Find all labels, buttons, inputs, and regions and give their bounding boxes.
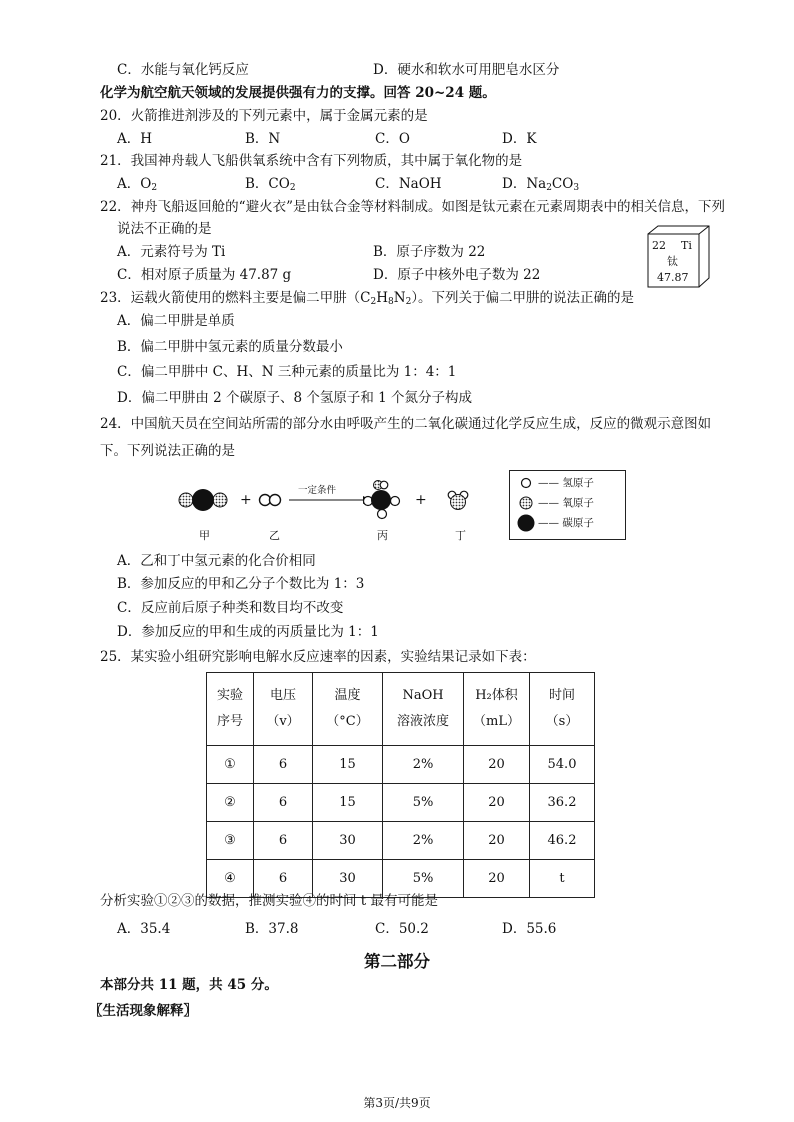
- q23-option-b: B．偏二甲肼中氢元素的质量分数最小: [117, 339, 343, 355]
- q25-option-c: C．50.2: [375, 921, 429, 937]
- tile-atomic-number: 22: [652, 239, 666, 252]
- q24-stem-line1: 24．中国航天员在空间站所需的部分水由呼吸产生的二氧化碳通过化学反应生成，反应的微观示意图如: [100, 416, 712, 432]
- molecule-yi-icon: [260, 495, 281, 506]
- legend-oxygen: —— 氧原子: [538, 497, 594, 509]
- table-cell: 15: [313, 746, 383, 784]
- tile-mass: 47.87: [657, 271, 689, 284]
- part-two-title: 第二部分: [364, 952, 430, 971]
- q23-option-a: A．偏二甲肼是单质: [117, 313, 235, 329]
- table-cell: 36.2: [530, 784, 595, 822]
- q22-option-d: D．原子中核外电子数为 22: [373, 267, 541, 283]
- carbon-atom-icon: [518, 515, 535, 532]
- table-cell: 6: [254, 784, 313, 822]
- header-cell-voltage: 电压 （v）: [254, 673, 313, 746]
- oxygen-atom-icon: [520, 497, 532, 509]
- q25-option-d: D．55.6: [502, 921, 557, 937]
- periodic-table-tile-titanium: [647, 225, 709, 287]
- q22-option-a: A．元素符号为 Ti: [117, 244, 226, 260]
- table-cell: 30: [313, 822, 383, 860]
- q20-option-b: B．N: [245, 131, 281, 147]
- table-cell: 20: [464, 860, 530, 898]
- legend-carbon: —— 碳原子: [538, 517, 594, 529]
- q24-option-c: C．反应前后原子种类和数目均不改变: [117, 600, 344, 616]
- table-row: [207, 822, 595, 860]
- q22-stem-line1: 22．神舟飞船返回舱的“避火衣”是由钛合金等材料制成。如图是钛元素在元素周期表中的相关信息，下列: [100, 199, 725, 215]
- label-jia: 甲: [199, 529, 210, 542]
- q20-option-c: C．O: [375, 131, 410, 147]
- table-cell: 2%: [383, 746, 464, 784]
- q21-option-b: B．$CO_2$: [245, 176, 296, 193]
- table-cell: 2%: [383, 822, 464, 860]
- q25-analysis: 分析实验①②③的数据，推测实验④的时间 t 最有可能是: [100, 893, 439, 909]
- q24-stem-line2: 下。下列说法正确的是: [100, 443, 235, 459]
- table-cell: 5%: [383, 784, 464, 822]
- header-cell-naoh: NaOH 溶液浓度: [383, 673, 464, 746]
- header-cell-h2-volume: H₂体积 （mL）: [464, 673, 530, 746]
- q24-option-d: D．参加反应的甲和生成的丙质量比为 1：1: [117, 624, 379, 640]
- table-cell: 20: [464, 822, 530, 860]
- label-ding: 丁: [455, 529, 466, 542]
- q24-option-b: B．参加反应的甲和乙分子个数比为 1：3: [117, 576, 365, 592]
- table-cell: ④: [207, 860, 254, 898]
- atom-legend: [509, 470, 626, 540]
- q21-option-c: C．NaOH: [375, 176, 442, 192]
- q25-stem: 25．某实验小组研究影响电解水反应速率的因素，实验结果记录如下表：: [100, 649, 536, 665]
- table-header-row: [207, 673, 595, 746]
- q22-option-c: C．相对原子质量为 47.87 g: [117, 267, 292, 283]
- table-row: [207, 746, 595, 784]
- q25-option-b: B．37.8: [245, 921, 299, 937]
- table-cell: 20: [464, 746, 530, 784]
- q20-stem: 20．火箭推进剂涉及的下列元素中，属于金属元素的是: [100, 108, 428, 124]
- molecule-ding-icon: [448, 491, 468, 509]
- molecule-jia-icon: [179, 489, 227, 511]
- table-cell: ③: [207, 822, 254, 860]
- legend-hydrogen: —— 氢原子: [538, 477, 594, 489]
- q24-option-a: A．乙和丁中氢元素的化合价相同: [117, 553, 316, 569]
- category-heading: 〖生活现象解释〗: [89, 1003, 197, 1019]
- plus-sign-1: +: [240, 492, 252, 508]
- reaction-condition: 一定条件: [298, 485, 337, 496]
- reaction-arrow-icon: [289, 496, 371, 504]
- section-intro: 化学为航空航天领域的发展提供强有力的支撑。回答 20~24 题。: [100, 85, 496, 101]
- experiment-table: [206, 672, 595, 898]
- option-d-prev: D．硬水和软水可用肥皂水区分: [373, 62, 560, 78]
- plus-sign-2: +: [415, 492, 427, 508]
- q21-option-d: D．$Na_2CO_3$: [502, 176, 580, 193]
- part-two-note: 本部分共 11 题，共 45 分。: [100, 977, 278, 993]
- tile-symbol: Ti: [681, 239, 692, 252]
- q21-option-a: A．$O_2$: [117, 176, 158, 193]
- table-cell: 6: [254, 822, 313, 860]
- q23-option-c: C．偏二甲肼中 C、H、N 三种元素的质量比为 1：4：1: [117, 364, 457, 380]
- label-yi: 乙: [269, 529, 280, 542]
- q25-option-a: A．35.4: [117, 921, 171, 937]
- option-c-prev: C．水能与氧化钙反应: [117, 62, 249, 78]
- q23-stem: 23．运载火箭使用的燃料主要是偏二甲肼$(C_2H_8N_2)$。下列关于偏二甲肼的说法正确的是: [100, 290, 635, 307]
- table-cell: ②: [207, 784, 254, 822]
- q20-option-a: A．H: [117, 131, 153, 147]
- molecule-bing-icon: [364, 481, 400, 519]
- table-row: [207, 784, 595, 822]
- table-cell: 6: [254, 746, 313, 784]
- table-cell: 46.2: [530, 822, 595, 860]
- page-footer: 第3页/共9页: [363, 1096, 431, 1110]
- reaction-diagram: [170, 474, 490, 534]
- q23-option-d: D．偏二甲肼由 2 个碳原子、8 个氢原子和 1 个氮分子构成: [117, 390, 473, 406]
- q22-stem-line2: 说法不正确的是: [117, 221, 212, 237]
- table-cell: 5%: [383, 860, 464, 898]
- q22-option-b: B．原子序数为 22: [373, 244, 486, 260]
- table-cell: t: [530, 860, 595, 898]
- label-bing: 丙: [377, 529, 388, 542]
- header-cell-time: 时间 （s）: [530, 673, 595, 746]
- hydrogen-atom-icon: [522, 479, 531, 488]
- table-cell: 15: [313, 784, 383, 822]
- q21-stem: 21．我国神舟载人飞船供氧系统中含有下列物质，其中属于氧化物的是: [100, 153, 523, 169]
- q20-option-d: D．K: [502, 131, 537, 147]
- table-cell: 6: [254, 860, 313, 898]
- header-cell-number: 实验 序号: [207, 673, 254, 746]
- table-cell: 30: [313, 860, 383, 898]
- table-cell: ①: [207, 746, 254, 784]
- tile-name: 钛: [667, 255, 678, 268]
- table-cell: 54.0: [530, 746, 595, 784]
- header-cell-temperature: 温度 （°C）: [313, 673, 383, 746]
- table-cell: 20: [464, 784, 530, 822]
